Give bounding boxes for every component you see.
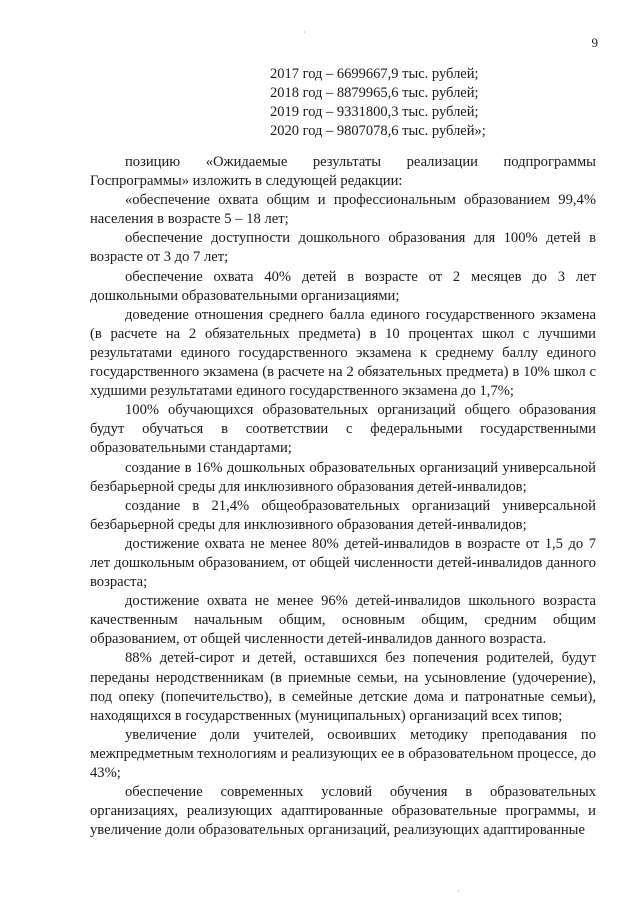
document-body [90, 153, 596, 840]
paragraph: создание в 21,4% общеобразовательных организаций универсальной безбарьерной среды для инклюзивного образования детей-инвалидов; [90, 497, 596, 533]
paragraph: доведение отношения среднего балла единого государственного экзамена (в расчете на 2 обязательных предмета) в 10 процентах школ с лучшими результатами единого государственного экзамена к среднему баллу единого государственного экзамена (в расчете на 2 обязательных предмета) в 10% школ с худшими результатами единого государственного экзамена до 1,7%; [90, 306, 596, 400]
paragraph: 88% детей-сирот и детей, оставшихся без попечения родителей, будут переданы неродственникам (в приемные семьи, на усыновление (удочерение), под опеку (попечительство), в семейные детские дома и патронатные семьи), находящихся в государственных (муниципальных) организаций всех типов; [90, 650, 596, 724]
paragraph: «обеспечение охвата общим и профессиональным образованием 99,4% населения в возрасте 5 – 18 лет; [90, 192, 596, 228]
paragraph: обеспечение охвата 40% детей в возрасте от 2 месяцев до 3 лет дошкольными образовательными организациями; [90, 268, 596, 304]
budget-line-2018: 2018 год – 8879965,6 тыс. рублей; [270, 85, 479, 101]
budget-list [270, 65, 486, 141]
paragraph: достижение охвата не менее 80% детей-инвалидов в возрасте от 1,5 до 7 лет дошкольным образованием, от общей численности детей-инвалидов данного возраста; [90, 535, 596, 591]
paragraph: обеспечение современных условий обучения в образовательных организациях, реализующих адаптированные образовательные программы, и увеличение доли образовательных организаций, реализующих адаптированные [90, 784, 596, 839]
paragraph: увеличение доли учителей, освоивших методику преподавания по межпредметным технологиям и реализующих ее в образовательном процессе, до 43%; [90, 726, 596, 781]
paragraph: 100% обучающихся образовательных организаций общего образования будут обучаться в соответствии с федеральными государственными образовательными стандартами; [90, 402, 596, 457]
paragraph: позицию «Ожидаемые результаты реализации подпрограммы Госпрограммы» изложить в следующей редакции: [90, 154, 596, 190]
page-number: 9 [591, 35, 598, 50]
paragraph: достижение охвата не менее 96% детей-инвалидов школьного возраста качественным начальным общим, основным общим, средним общим образованием, от общей численности детей-инвалидов данного возраста. [90, 593, 596, 648]
scan-speck: · [457, 887, 460, 896]
budget-line-2019: 2019 год – 9331800,3 тыс. рублей; [270, 104, 479, 120]
paragraph: создание в 16% дошкольных образовательных организаций универсальной безбарьерной среды для инклюзивного образования детей-инвалидов; [90, 459, 596, 495]
budget-line-2020: 2020 год – 9807078,6 тыс. рублей»; [270, 123, 486, 139]
paragraph: обеспечение доступности дошкольного образования для 100% детей в возрасте от 3 до 7 лет; [90, 230, 596, 266]
scan-speck: · [303, 28, 306, 37]
budget-line-2017: 2017 год – 6699667,9 тыс. рублей; [270, 66, 479, 82]
